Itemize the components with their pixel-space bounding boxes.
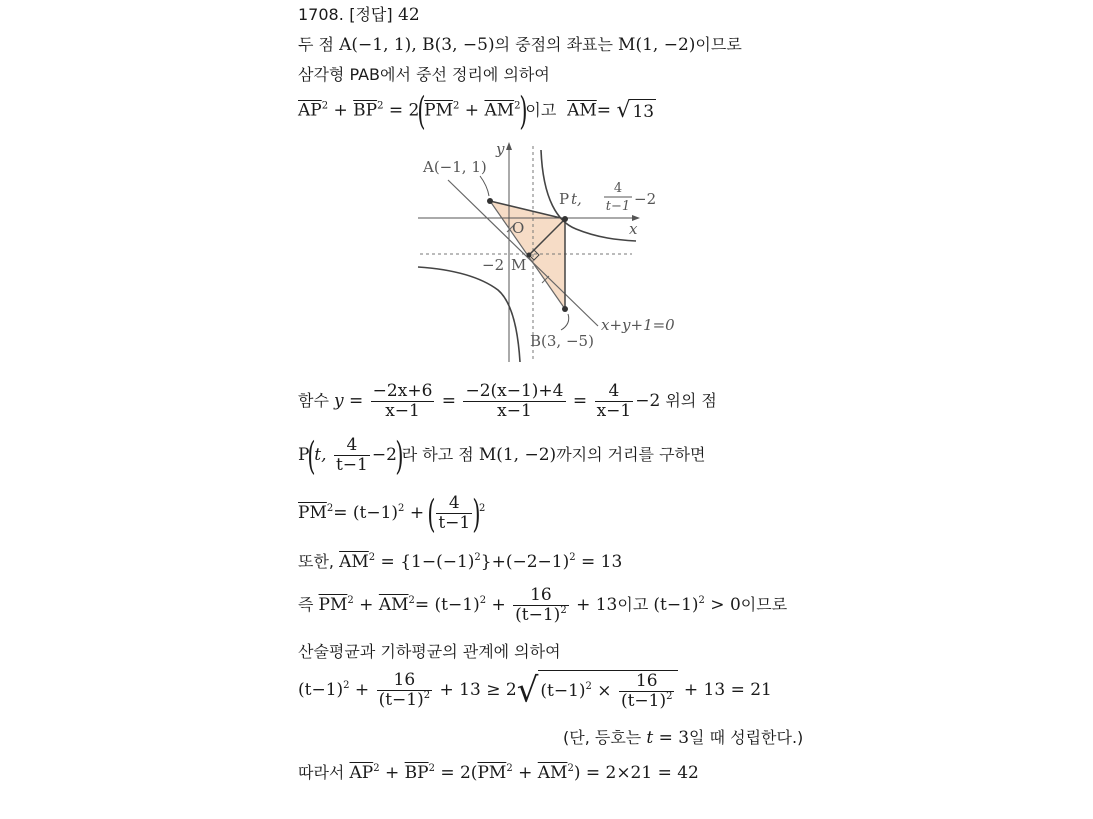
denominator: $(t-1)^2$ [620, 691, 673, 711]
text: 이고 [617, 595, 654, 614]
label-origin: O [512, 219, 525, 237]
segment-am: $\overline{AM}$ [484, 100, 515, 121]
point-p: P [298, 445, 310, 465]
segment-am: $\overline{AM}$ [537, 763, 568, 783]
label-b: B(3, −5) [530, 332, 594, 350]
label-x-axis: x [629, 220, 638, 238]
text: = [596, 100, 617, 121]
point-p-line: P(t, $\frac{4}{t-1}$ −2)라 하고 점 M(1, −2)까지의 거리를 구하면 [298, 433, 706, 478]
text: = (t−1) [333, 503, 399, 523]
numerator: 16 [619, 672, 675, 692]
midpoint-line [298, 34, 742, 56]
label-a-arrow [480, 176, 489, 196]
segment-pm: $\overline{PM}$ [318, 595, 348, 615]
fraction [595, 382, 634, 421]
label-m: M [511, 256, 527, 274]
text: 함수 [298, 391, 334, 410]
text: = 3 [653, 728, 690, 748]
numerator: −2(x−1)+4 [465, 381, 564, 401]
text: 즉 [298, 595, 319, 614]
text: 라 하고 점 [401, 445, 479, 464]
text: (t−1) [540, 681, 586, 701]
text: + 13 ≥ 2 [434, 680, 517, 700]
segment-bp: $\overline{BP}$ [404, 763, 429, 783]
text: 또한, [298, 552, 340, 571]
fraction [377, 671, 433, 710]
text: + 13 [570, 595, 618, 615]
segment-pm: $\overline{PM}$ [477, 763, 507, 783]
sum-line: 즉 $\overline{PM}^2 + \overline{AM}^2= (t-1)^2$ + $\frac{16}{(t-1)^2}$ + 13이고 $(t-1)^2 > 0$이므로 [298, 585, 788, 625]
point-m: M(1, −2) [478, 445, 557, 465]
text: × [591, 681, 617, 701]
point-a: A(−1, 1), [339, 35, 417, 55]
text: 이고 [525, 100, 557, 120]
text: = 2( [440, 763, 478, 783]
numerator: −2x+6 [372, 381, 433, 401]
label-p-t: t, [571, 190, 582, 208]
label-p-den: t−1 [605, 199, 631, 214]
numerator: 4 [436, 494, 472, 514]
denominator: x−1 [385, 401, 420, 421]
var-t: t [646, 728, 654, 748]
text: (t−1) [653, 595, 699, 615]
text: (t−1) [515, 605, 561, 625]
equality-condition [563, 727, 803, 749]
fraction [371, 382, 435, 421]
label-p-tail: −2 [634, 190, 657, 208]
denominator: t−1 [335, 455, 368, 475]
text: 위의 점 [660, 391, 717, 410]
fraction [513, 586, 569, 625]
point-b: B(3, −5) [422, 35, 495, 55]
text: −2 [371, 445, 397, 465]
pm-squared-line: $\overline{PM}^2= (t-1)^2$ + ( $\frac{4}{t-1}$ )$^2$ [298, 491, 486, 536]
fraction [619, 672, 675, 711]
label-y-axis: y [496, 140, 505, 158]
text: + [486, 595, 512, 615]
hyperbola-graph [408, 140, 708, 365]
text: (t−1) [378, 690, 424, 710]
text: = [343, 391, 369, 411]
numerator: 16 [513, 586, 569, 606]
median-equation-line: $\overline{AP}^2 + \overline{BP}^2 = 2(\overline{PM}^2 + \overline{AM}^2)$이고 $\overline{AM}=$ √ 13 [298, 89, 655, 133]
var-t: t, [314, 445, 327, 465]
function-line: 함수 y = $\frac{-2x+6}{x-1}$ = $\frac{-2(x-1)+4}{x-1}$ = $\frac{4}{x-1}$ −2 위의 점 [298, 381, 717, 421]
label-line-equation: x+y+1=0 [601, 316, 675, 334]
text: = 2 [388, 100, 420, 121]
solution-header [298, 4, 420, 26]
point-m-dot [527, 253, 532, 258]
text: (단, 등호는 [563, 728, 647, 747]
point-p-dot [562, 216, 568, 222]
text: 이므로 [740, 595, 788, 614]
denominator: x−1 [596, 401, 632, 421]
text: + 13 = 21 [678, 680, 772, 700]
hyperbola-branch-left [418, 267, 520, 362]
text: −2 [635, 391, 661, 411]
numerator: 4 [595, 382, 634, 402]
text: 의 중점의 좌표는 [494, 35, 619, 54]
text: = {1−(−1) [375, 552, 475, 572]
segment-ap: $\overline{AP}$ [349, 763, 374, 783]
answer-label: [정답] [349, 5, 393, 24]
text: (t−1) [298, 680, 344, 700]
denominator: t−1 [438, 513, 471, 533]
sqrt-value: 13 [630, 99, 656, 123]
am-squared-line: 또한, $\overline{AM}^2 = \{1-(-1)^2\}+(-2-1)^2 = 13$ [298, 552, 623, 572]
fraction [463, 382, 565, 421]
conclusion-line: 따라서 $\overline{AP}^2 + \overline{BP}^2 = 2(\overline{PM}^2 + \overline{AM}^2) = 2\times 21 = 42$ [298, 763, 699, 783]
text: (t−1) [620, 691, 667, 711]
text: = 13 [575, 552, 623, 572]
text: ) = 2×21 = 42 [573, 763, 699, 783]
y-axis-arrow [506, 142, 512, 150]
point-m: M(1, −2) [618, 35, 696, 55]
denominator: $(t-1)^2$ [378, 690, 431, 710]
segment-bp: $\overline{BP}$ [353, 100, 378, 121]
text: + [349, 680, 375, 700]
sqrt-expression: $(t-1)^2$ × $\frac{16}{(t-1)^2}$ [538, 670, 678, 711]
segment-pm: $\overline{PM}$ [298, 503, 327, 523]
answer-value: 42 [398, 5, 420, 25]
label-p: P [559, 190, 570, 208]
text: 이므로 [695, 35, 742, 54]
point-b-dot [562, 306, 568, 312]
segment-am: $\overline{AM}$ [378, 595, 409, 615]
label-b-arrow [561, 314, 569, 330]
var-y: y [334, 391, 344, 411]
median-theorem-line: 삼각형 PAB에서 중선 정리에 의하여 [298, 65, 550, 84]
text: 두 점 [298, 35, 340, 54]
label-a: A(−1, 1) [423, 158, 487, 176]
text: 따라서 [298, 763, 350, 782]
segment-am: $\overline{AM}$ [567, 100, 597, 121]
inequality-line: $(t-1)^2$ + $\frac{16}{(t-1)^2}$ + 13 ≥ 2√ $(t-1)^2$ × $\frac{16}{(t-1)^2}$ + 13 = 21 [298, 670, 772, 711]
text: }+(−2−1) [480, 552, 570, 572]
segment-am: $\overline{AM}$ [339, 552, 369, 572]
text: = (t−1) [414, 595, 480, 615]
numerator: 16 [377, 671, 433, 691]
fraction [334, 436, 370, 475]
denominator: $(t-1)^2$ [515, 605, 567, 625]
text: > 0 [704, 595, 741, 615]
label-minus-two: −2 [482, 256, 505, 274]
segment-ap: $\overline{AP}$ [298, 100, 322, 121]
denominator: x−1 [497, 401, 532, 421]
label-p-num: 4 [613, 181, 623, 196]
fraction [436, 494, 472, 533]
text: + [404, 503, 430, 523]
segment-pm: $\overline{PM}$ [424, 100, 454, 121]
text: 일 때 성립한다.) [689, 728, 804, 747]
problem-number: 1708. [298, 5, 344, 24]
point-a-dot [487, 198, 493, 204]
text: 까지의 거리를 구하면 [556, 445, 706, 464]
am-gm-line: 산술평균과 기하평균의 관계에 의하여 [298, 642, 561, 661]
numerator: 4 [334, 436, 370, 456]
